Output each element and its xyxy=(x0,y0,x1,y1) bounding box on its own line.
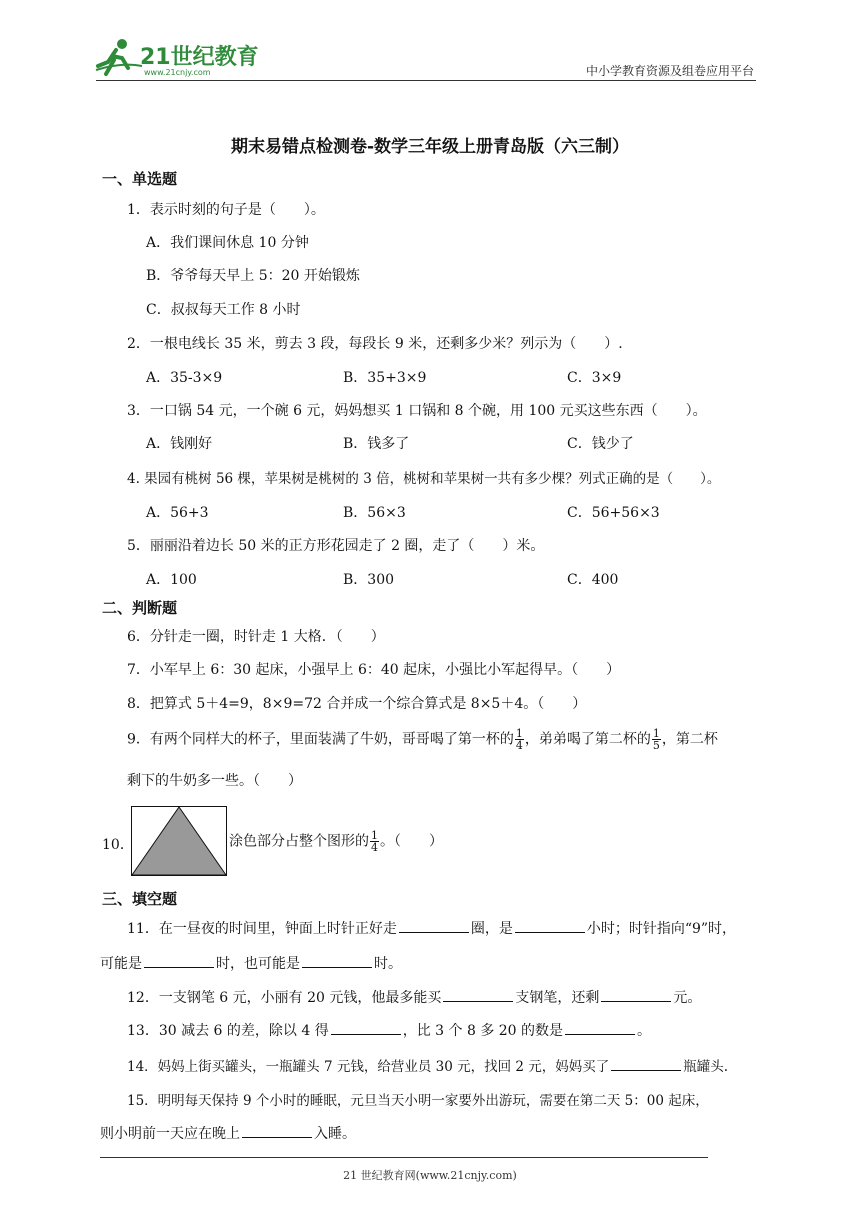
q3-option-b: B．钱多了 xyxy=(343,436,410,452)
footer-text: 21 世纪教育网(www.21cnjy.com) xyxy=(343,1169,517,1182)
q9-fraction-2: $\frac{1}{5}$ xyxy=(652,727,660,752)
q4-option-a: A．56+3 xyxy=(146,505,209,521)
answer-blank[interactable] xyxy=(399,920,469,933)
site-logo xyxy=(92,36,262,78)
question-3: 3．一口锅 54 元，一个碗 6 元，妈妈想买 1 口锅和 8 个碗，用 100 元买这些东西（ ）。 xyxy=(127,403,707,419)
q2-option-c: C．3×9 xyxy=(567,370,622,386)
q2-option-b: B．35+3×9 xyxy=(343,370,427,386)
question-9-line-2: 剩下的牛奶多一些。（ ） xyxy=(127,773,302,789)
q5-option-a: A．100 xyxy=(146,572,197,588)
logo-text: 21世纪教育 xyxy=(140,45,259,70)
q9-text-3: ，第二杯 xyxy=(661,731,718,748)
q2-option-a: A．35-3×9 xyxy=(146,370,223,386)
triangle-figure xyxy=(131,806,227,876)
q3-option-c: C．钱少了 xyxy=(567,436,634,452)
question-10-number: 10． xyxy=(102,837,134,853)
header-divider xyxy=(96,80,756,81)
section-heading-single-choice: 一、单选题 xyxy=(102,170,178,188)
question-1: 1．表示时刻的句子是（ ）。 xyxy=(127,202,325,218)
logo-url: www.21cnjy.com xyxy=(144,68,211,77)
answer-blank[interactable] xyxy=(515,920,585,933)
question-9 xyxy=(127,728,718,751)
footer-divider xyxy=(100,1157,708,1158)
question-11-line-2: 可能是 时，也可能是 时。 xyxy=(100,956,402,972)
question-11: 11．在一昼夜的时间里，钟面上时针正好走 圈，是 小时；时针指向“9”时， xyxy=(127,921,737,937)
question-12: 12．一支钢笔 6 元，小丽有 20 元钱，他最多能买 支钢笔，还剩 元。 xyxy=(127,990,702,1006)
q10-text-1: 涂色部分占整个图形的 xyxy=(229,833,369,850)
runner-logo-icon xyxy=(96,39,142,74)
q1-option-c: C．叔叔每天工作 8 小时 xyxy=(146,302,301,318)
page-title: 期末易错点检测卷-数学三年级上册青岛版（六三制） xyxy=(230,137,630,157)
shaded-triangle xyxy=(132,807,226,875)
header-platform-text: 中小学教育资源及组卷应用平台 xyxy=(585,64,754,78)
q10-fraction: $\frac{1}{4}$ xyxy=(371,829,378,854)
q9-text-2: ，弟弟喝了第二杯的 xyxy=(524,731,651,748)
answer-blank[interactable] xyxy=(302,955,372,968)
q4-option-b: B．56×3 xyxy=(343,505,406,521)
q9-text-1: 9．有两个同样大的杯子，里面装满了牛奶，哥哥喝了第一杯的 xyxy=(127,731,514,748)
answer-blank[interactable] xyxy=(601,989,671,1002)
answer-blank[interactable] xyxy=(611,1058,681,1071)
question-14: 14．妈妈上街买罐头，一瓶罐头 7 元钱，给营业员 30 元，找回 2 元，妈妈买了 瓶罐头. xyxy=(127,1059,729,1075)
q4-option-c: C．56+56×3 xyxy=(567,505,660,521)
q3-option-a: A．钱刚好 xyxy=(146,436,213,452)
question-8: 8．把算式 5＋4=9，8×9=72 合并成一个综合算式是 8×5＋4。（ ） xyxy=(127,696,587,712)
question-10 xyxy=(229,830,443,853)
q9-fraction-1: $\frac{1}{4}$ xyxy=(515,727,523,752)
question-15: 15．明明每天保持 9 个小时的睡眠，元旦当天小明一家要外出游玩，需要在第二天 5：00 起床， xyxy=(127,1093,709,1109)
question-7: 7．小军早上 6：30 起床，小强早上 6：40 起床，小强比小军起得早。（ ） xyxy=(127,662,621,678)
q5-option-b: B．300 xyxy=(343,572,395,588)
question-4: 4. 果园有桃树 56 棵，苹果树是桃树的 3 倍，桃树和苹果树一共有多少棵？列式正确的是（ ）。 xyxy=(127,471,721,487)
question-13: 13．30 减去 6 的差，除以 4 得 ，比 3 个 8 多 20 的数是 。 xyxy=(127,1023,652,1039)
answer-blank[interactable] xyxy=(565,1022,635,1035)
section-heading-fill-blank: 三、填空题 xyxy=(102,890,178,908)
section-heading-true-false: 二、判断题 xyxy=(102,599,178,617)
q1-option-b: B．爷爷每天早上 5：20 开始锻炼 xyxy=(146,268,360,284)
answer-blank[interactable] xyxy=(144,955,214,968)
question-2: 2．一根电线长 35 米，剪去 3 段，每段长 9 米，还剩多少米？列示为（ ）. xyxy=(127,336,623,352)
q1-option-a: A．我们课间休息 10 分钟 xyxy=(146,235,309,251)
answer-blank[interactable] xyxy=(443,989,513,1002)
q10-text-2: 。（ ） xyxy=(380,833,443,850)
question-6: 6．分针走一圈，时针走 1 大格．（ ） xyxy=(127,629,385,645)
answer-blank[interactable] xyxy=(242,1125,312,1138)
question-15-line-2: 则小明前一天应在晚上 入睡。 xyxy=(100,1126,356,1142)
q5-option-c: C．400 xyxy=(567,572,619,588)
answer-blank[interactable] xyxy=(331,1022,401,1035)
question-5: 5．丽丽沿着边长 50 米的正方形花园走了 2 圈，走了（ ）米。 xyxy=(127,538,545,554)
